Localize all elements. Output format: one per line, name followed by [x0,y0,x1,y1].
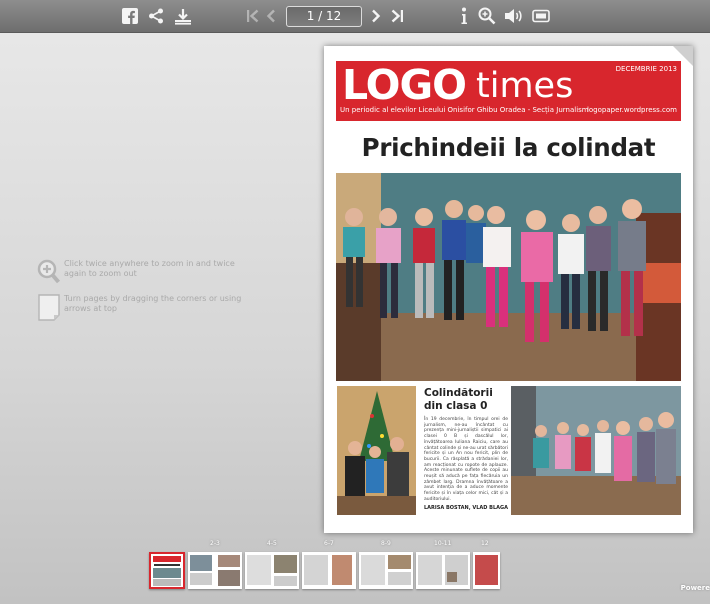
article-photo-left [337,386,416,515]
share-icon[interactable] [147,6,165,26]
tagline: Un periodic al elevilor Liceului Onisifor Ghibu Oradea - Secția Jurnalism [340,106,589,114]
masthead [336,61,681,121]
thumbnail-pages-6-7[interactable] [302,540,356,589]
issue-date: DECEMBRIE 2013 [615,65,677,73]
page-turn-hint [38,294,244,321]
page-number-input[interactable]: 1 / 12 [286,6,362,27]
thumbnail-pages-8-9[interactable] [359,540,413,589]
headline: Prichindeii la colindat [361,133,656,162]
thumbnail-page-12[interactable] [473,540,500,589]
first-page-icon[interactable] [244,6,262,26]
newspaper-logo: LOGO [342,61,467,109]
zoom-icon[interactable] [477,6,497,26]
next-page-icon[interactable] [369,6,383,26]
thumbnail-label: 10-11 [434,540,452,547]
article-authors: LARISA BOSTAN, VLAD BLAGA [424,505,509,511]
zoom-hint-text: Click twice anywhere to zoom in and twice again to zoom out [64,259,235,278]
fullscreen-icon[interactable] [531,6,551,26]
thumbnail-label: 12 [481,540,489,547]
info-icon[interactable] [457,6,471,26]
article [336,385,681,516]
facebook-icon[interactable] [121,6,139,26]
download-icon[interactable] [173,6,193,26]
sound-icon[interactable] [503,6,525,26]
thumbnail-pages-2-3[interactable] [188,540,242,589]
last-page-icon[interactable] [388,6,406,26]
thumbnail-pages-4-5[interactable] [245,540,299,589]
toolbar [0,0,710,33]
zoom-hint [37,259,244,285]
newspaper-logo-suffix: times [476,66,574,106]
newspaper-page[interactable] [324,46,693,533]
thumbnail-label: 4-5 [267,540,277,547]
thumbnail-label: 8-9 [381,540,391,547]
page-turn-hint-text: Turn pages by dragging the corners or using arrows at top [64,294,242,313]
thumbnail-label: 2-3 [210,540,220,547]
powered-by-label[interactable]: Powere [680,584,710,592]
thumbnail-page-1[interactable] [149,552,185,589]
thumbnail-pages-10-11[interactable] [416,540,470,589]
website-link: logopaper.wordpress.com [586,106,677,114]
previous-page-icon[interactable] [264,6,278,26]
article-body: În 19 decembrie, în timpul orei de jurnalism, ne-au încântat cu prezența mini-jurnaliștii simpatici ai clasei 0 B și dascălul lor, învățătoarea Iuliana Raiciu, care au cântat colinde și ne-au urat sărbători fericite și un An nou fericit, plin de bucurii. Ca răsplată a strădaniei lor, am reacționat cu ropote de aplauze. Aceste minunate suflete de copii au reușit să aducă pe fața fiecăruia un zâmbet larg. Dramna învățătoare a avut intenția de a aduce momente fericite și în viața celor mici, cât și a auditoriului. [424,417,508,502]
thumbnail-strip [0,538,710,598]
main-photo [336,173,681,381]
zoom-in-icon [37,259,61,285]
page-turn-icon [38,294,60,321]
article-photo-right [511,386,681,515]
article-title: Colindătorii din clasa 0 [424,387,493,412]
thumbnail-label: 6-7 [324,540,334,547]
